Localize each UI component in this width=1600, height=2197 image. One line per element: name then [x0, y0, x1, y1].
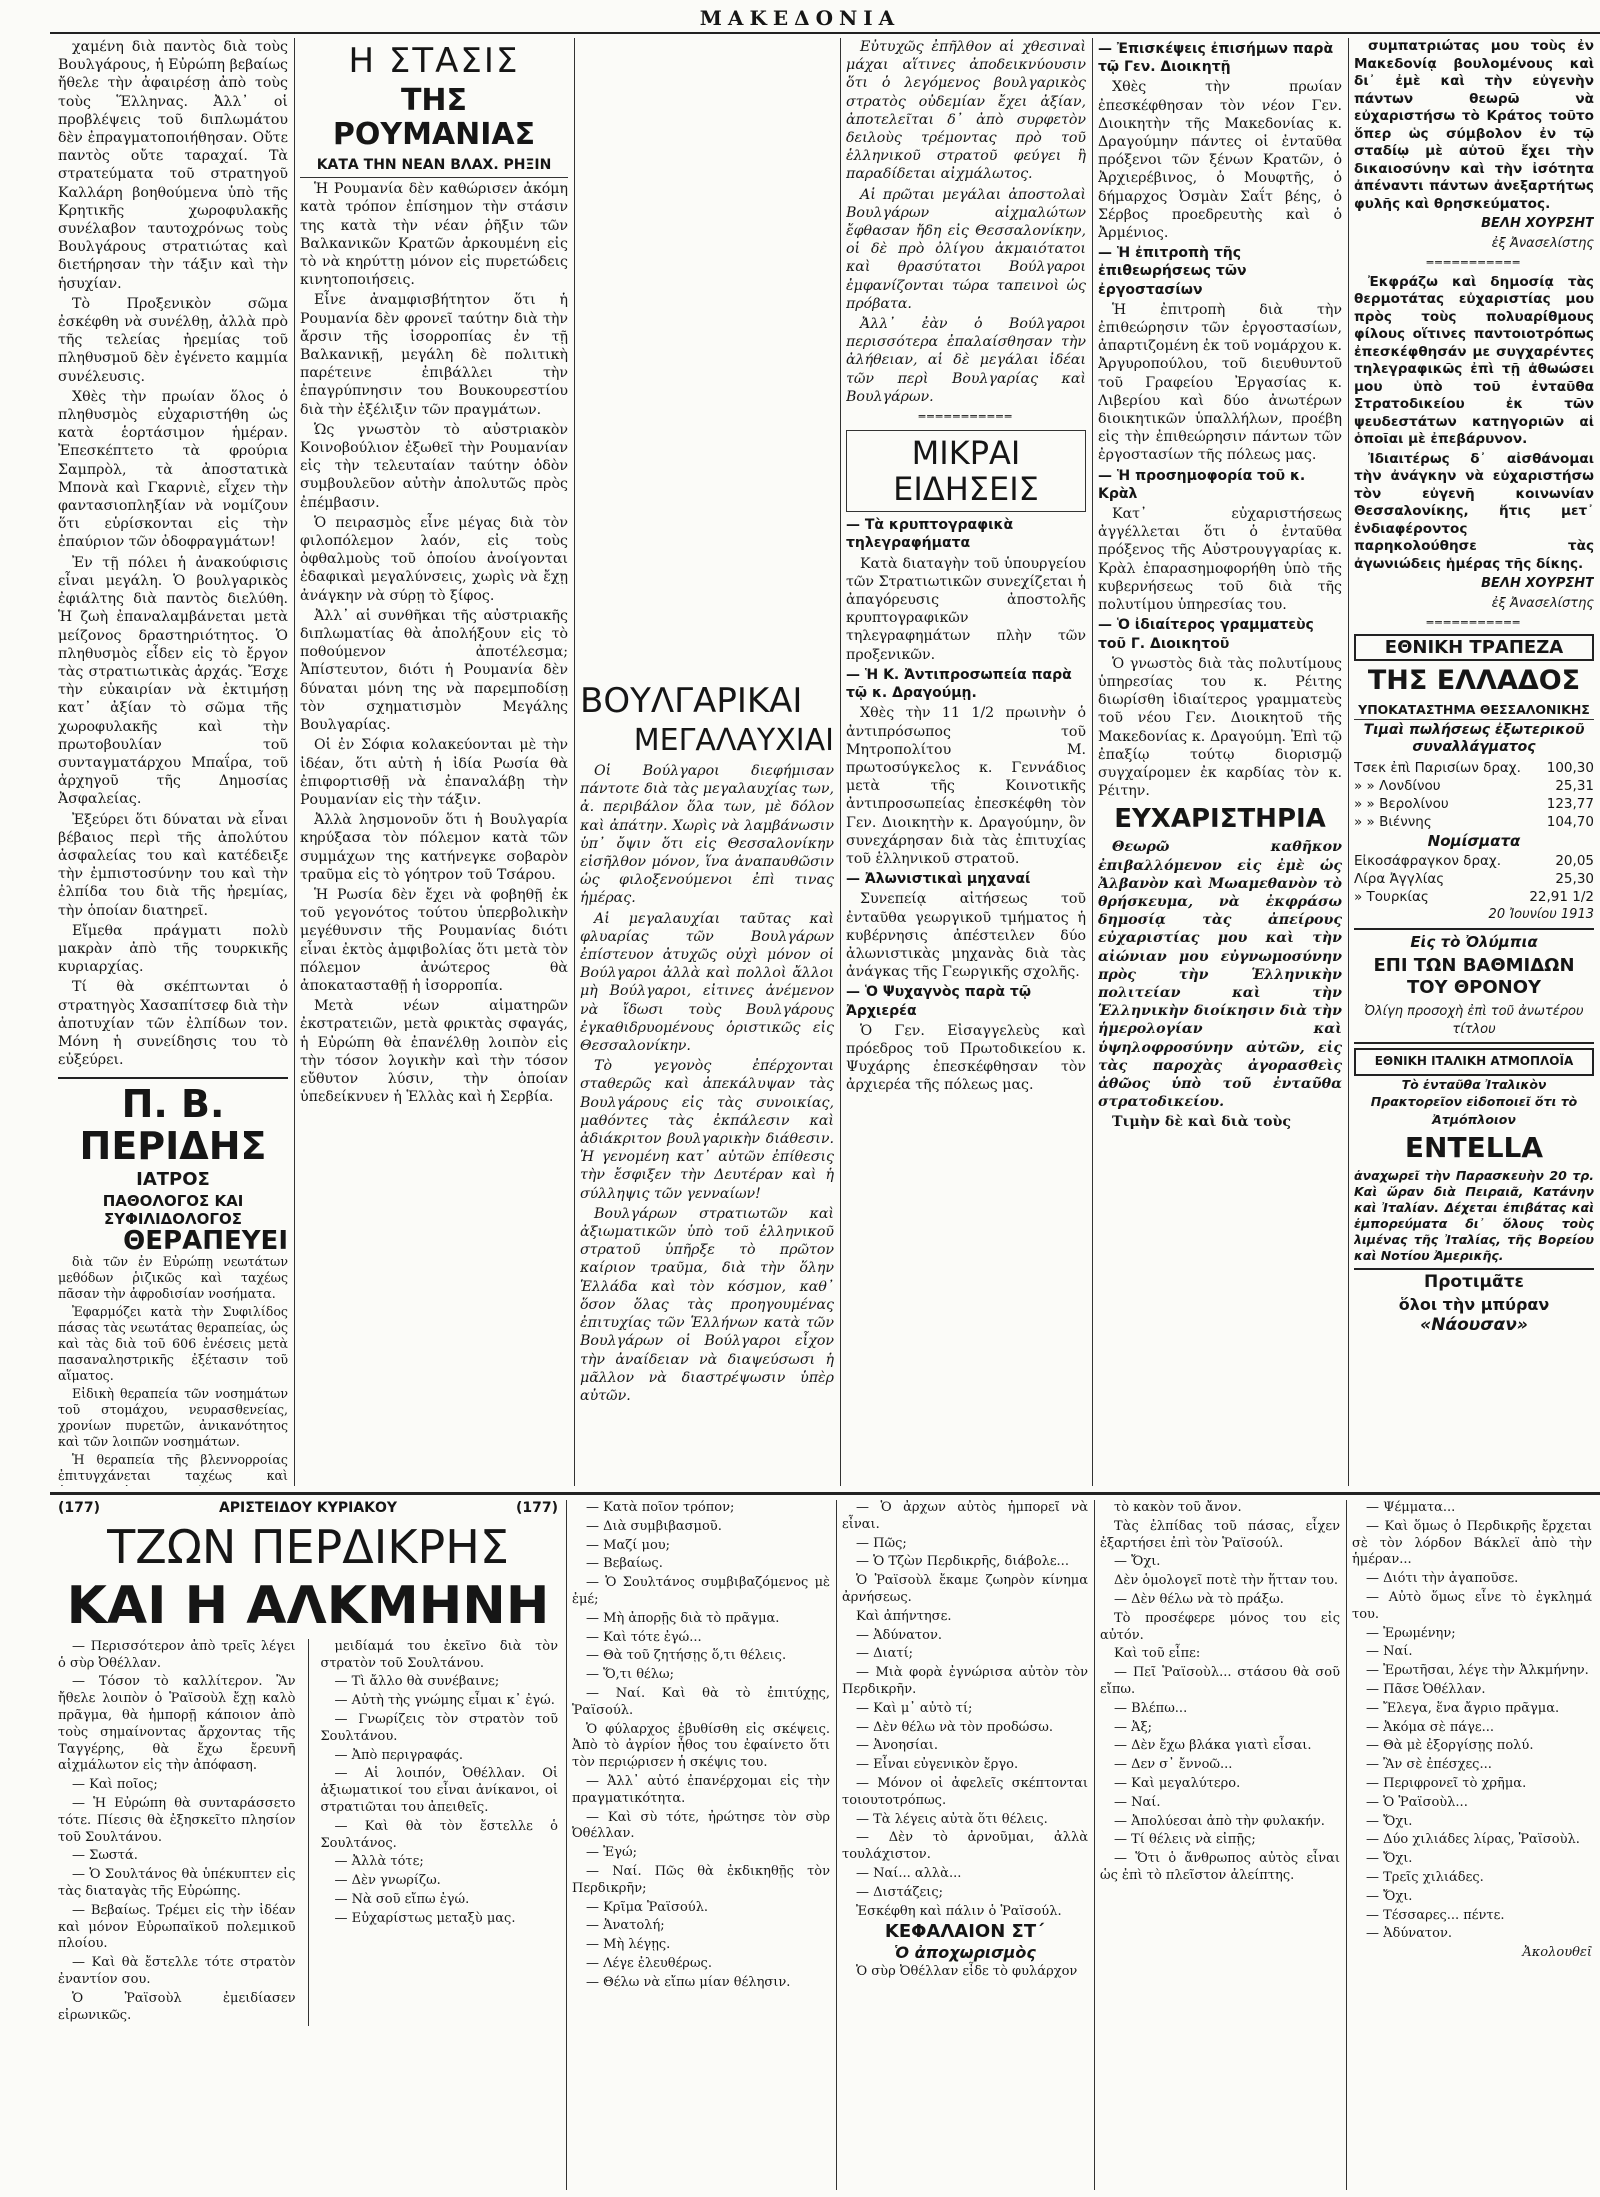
ad-doctor-name: Π. Β. ΠΕΡΙΔΗΣ: [79, 1082, 267, 1169]
paragraph: — Διὰ συμβιβασμοῦ.: [586, 1518, 722, 1534]
serial-column-6: [1352, 1500, 1592, 2190]
paragraph: — Δὲν θέλω νὰ τὸν προδώσω.: [856, 1719, 1053, 1735]
paragraph: — Καὶ ποῖος;: [72, 1777, 158, 1793]
rate-row: [1354, 759, 1594, 777]
masthead: ΜΑΚΕΔΟΝΙΑ: [699, 6, 901, 30]
paragraph: — Ὅ,τι θέλω;: [586, 1667, 674, 1683]
paragraph: Ἐκφράζω καὶ δημοσίᾳ τὰς θερμοτάτας εὐχαριστίας μου πρὸς τοὺς πολυαρίθμους φίλους οἵτινες παντοιοτρόπως ἐπεσκέφθησάν με συγχαρέντες τηλεγραφικῶς ἐπὶ τῇ ἀθωώσει μου ὑπὸ τοῦ ἐνταῦθα Στρατοδικείου ἐκ τῶν ψευδεστάτων κατηγοριῶν αἱ ὁποῖαι μὲ ἐπεβάρυνον.: [1354, 273, 1594, 447]
serial-text-3: [572, 1500, 830, 1992]
paragraph: Ἀλλ᾽ αἱ συνθῆκαι τῆς αὐστριακῆς διπλωματίας θὰ ἀπολήξουν εἰς τὸ ποθούμενον ἀποτέλεσμα; Ἀπίστευτον, διότι ἡ Ρουμανία δὲν δύναται μόνη της νὰ παρεμποδίσῃ τὸν σχηματισμὸν Μεγάλης Βουλγαρίας.: [300, 607, 568, 734]
serial-text-4: [842, 1500, 1088, 1920]
paragraph: — Σωστά.: [72, 1848, 138, 1864]
paragraph: — Ναί. Πῶς θὰ ἐκδικηθῇς τὸν Περδικρῆν;: [572, 1863, 830, 1896]
paragraph: Τὸ γεγονὸς ἐπέρχονται σταθερῶς καὶ ἀπεκάλυψαν τὰς Βουλγάρους εἰς τὰς συνοικίας, μαθόντες τὰς ἐκπάλεσιν καὶ ἀδιάκριτον βουλγαρικὴν διάθεσιν. Ἡ γενομένη κατ᾽ αὐτῶν ἐπίθεσις τὴν ἔσφιξεν τὴν Δευτέραν καὶ ἡ σύλληψις τῶν γενναίων!: [580, 1058, 834, 1202]
paragraph: Ὡς γνωστὸν τὸ αὐστριακὸν Κοινοβούλιον ἐξωθεῖ τὴν Ρουμανίαν εἰς τὴν τελευταίαν ταύτην ὁδὸν συμβουλεῦον αὐτὴν ἀπολυτῶς πρὸς ἐπέμβασιν.: [300, 421, 568, 511]
serial-text-2: [320, 1639, 558, 2027]
paragraph: — Διατί;: [856, 1646, 914, 1662]
news-title: — Ὁ Ψυχαγνὸς παρὰ τῷ Ἀρχιερέα: [846, 984, 1031, 1019]
paragraph: — Ναί... αλλὰ...: [856, 1865, 962, 1881]
paragraph: — Ἀνατολή;: [586, 1918, 665, 1934]
paragraph: — Βλέπω...: [1114, 1700, 1188, 1716]
paragraph: Ὁ Ῥαϊσοὺλ ἔκαμε ζωηρὸν κίνημα ἀρνήσεως.: [842, 1573, 1088, 1605]
column-3: [580, 38, 834, 1486]
paragraph: — Κατὰ ποῖον τρόπον;: [586, 1500, 735, 1515]
paragraph: — Δεν σ᾽ ἔννοῶ...: [1114, 1757, 1233, 1773]
paragraph: — Μὴ ἀπορῇς διὰ τὸ πρᾶγμα.: [586, 1610, 780, 1626]
paragraph: — Καὶ μ᾽ αὐτὸ τί;: [856, 1700, 973, 1716]
news-text: Ὁ γνωστὸς διὰ τὰς πολυτίμους ὑπηρεσίας του κ. Ρέιτης διωρίσθη ἰδιαίτερος γραμματεὺς τοῦ νέου Γεν. Διοικητοῦ τῆς Μακεδονίας κ. Δραγούμη. Ἐπὶ τῷ ἐπαξίῳ τούτῳ διορισμῷ συγχαίρομεν ἐκ καρδίας τὸν κ. Ρέιτην.: [1098, 655, 1342, 800]
rate-row: [1354, 870, 1594, 888]
paragraph: — Ὄχι.: [1114, 1554, 1161, 1570]
paragraph: — Θὰ μὲ ἐξοργίσῃς πολύ.: [1366, 1738, 1534, 1754]
paragraph: — Καὶ θὰ τὸν ἔστελλε ὁ Σουλτάνος.: [320, 1818, 558, 1851]
serial-column-5: [1100, 1500, 1340, 2190]
serial-divider: [50, 1492, 1600, 1495]
paragraph: — Ὅτι ὁ ἄνθρωπος αὐτὸς εἶναι ὡς ἐπὶ τὸ πλεῖστον ἀλείπτης.: [1100, 1851, 1340, 1883]
paragraph: Οἱ ἐν Σόφια κολακεύονται μὲ τὴν ἰδέαν, ὅτι αὐτὴ ἡ ἰδία Ρωσία θὰ ἐπιφορτισθῇ νὰ ἐπαναλάβῃ τὴν Ρουμανίαν εἰς τὴν τάξιν.: [300, 737, 568, 808]
ad-doctor-text: [58, 1254, 288, 1486]
rate-row: [1354, 852, 1594, 870]
paragraph: — Πᾶσε Ὀθέλλαν.: [1366, 1681, 1486, 1697]
paragraph: — Ἀκόμα σὲ πάγε...: [1366, 1719, 1495, 1735]
news-title: — Ἀλωνιστικαὶ μηχαναί: [846, 871, 1031, 888]
column-1-text: [58, 38, 288, 1069]
paragraph: συμπατριώτας μου τοὺς ἐν Μακεδονίᾳ βουλομένους καὶ δι᾽ ἐμὲ καὶ τὴν εὐγενὴν πάντων θεωρῶ νὰ εὐχαριστήσω τὸ Κράτος τοῦτο ὅπερ ὡς σύμβολον ἐν τῷ σταδίῳ μὲ αὐτοῦ ἔχει τὴν δικαιοσύνην καὶ τὴν ἰσότητα ἀπέναντι πάντων ἀνεξαρτήτως φυλῆς καὶ θρησκεύματος.: [1354, 38, 1594, 212]
paragraph: Μετὰ νέων αἱματηρῶν ἐκστρατειῶν, μετὰ φρικτὰς σφαγάς, ἡ Εὐρώπη θὰ ἐπανέλθῃ λοιπὸν εἰς τὴν τόσον λογικὴν καὶ τὴν τόσον εὔθυτον λύσιν, τὴν ὁποίαν ὑπεδείκνυεν ἡ Ἑλλὰς καὶ ἡ Σερβία.: [300, 998, 568, 1106]
paragraph: — Ὁ Σουλτάνος θὰ ὑπέκυπτεν εἰς τὰς διαταγὰς τῆς Εὐρώπης.: [58, 1867, 296, 1899]
paragraph: — Τόσον τὸ καλλίτερον. Ἂν ἤθελε λοιπὸν ὁ Ῥαϊσοὺλ ἔχῃ καλὸ πρᾶγμα, θὰ ἠμπορῇ κάποιον ἀπὸ τοὺς σημαίνοντας ἄρχοντας τῆς Ταγγέρης, θὰ ἔχω ἔρευνῆ αἰχμάλωτον εἰς τὴν ἀπόφαση.: [58, 1674, 296, 1774]
rate-value: 22,91 1/2: [1529, 889, 1594, 905]
paragraph: — Τέσσαρες... πέντε.: [1366, 1907, 1505, 1923]
paragraph: — Καὶ τότε ἐγώ...: [586, 1629, 702, 1645]
paragraph: — Ὄχι.: [1366, 1888, 1413, 1904]
paragraph: Χθὲς τὴν πρωίαν ὅλος ὁ πληθυσμὸς εὐχαριστήθη ὡς κατὰ ἑορτάσιμον ἡμέραν. Ἐπεσκέπτετο τὰ φρούρια Σαμπρὸλ, τὰ ἀποστατικὰ Μπονὰ καὶ Γκαρνιὲ, εἶχεν τὴν φαντασιοπληξίαν νὰ νομίζουν ὅτι εὑρίσκονται εἰς τὴν ἐπαύριον τῶν ὀδοφραγμάτων!: [58, 388, 288, 551]
romania-headline-1: Η ΣΤΑΣΙΣ: [348, 41, 520, 81]
bulgarian-headline-1: ΒΟΥΛΓΑΡΙΚΑΙ: [580, 681, 803, 721]
paragraph: Αἱ μεγαλαυχίαι ταῦτας καὶ φλυαρίας τῶν Βουλγάρων ἐπίστευον ἀτυχῶς οὐχὶ μόνον οἱ Βούλγαροι ἀλλὰ καὶ πολλοὶ ἄλλοι μὴ Βούλγαροι, εἰτινες ἀνέμενον νὰ ἴδωσι τοὺς Βουλγάρους ἐγκαθιδρυομένους ὁριστικῶς εἰς Θεσσαλονίκην.: [580, 910, 834, 1055]
news-text: Χθὲς τὴν πρωίαν ἐπεσκέφθησαν τὸν νέον Γεν. Διοικητὴν τῆς Μακεδονίας κ. Δραγούμην πάντες οἱ ἐνταῦθα πρόξενοι τῶν ξένων Κρατῶν, ὁ Ἀρχιερέβινος, ὁ Μουφτῆς, ὁ δήμαρχος Ὀσμὰν Σαΐτ βέης, ὁ Σέρβος προεδρευτὴς καὶ ὁ Ἀρμένιος.: [1098, 79, 1342, 242]
news-text: Ἡ ἐπιτροπὴ διὰ τὴν ἐπιθεώρησιν τῶν ἐργοστασίων, ἀπαρτιζομένη ἐκ τοῦ νομάρχου κ. Ἀργυροπούλου, τοῦ διευθυντοῦ τοῦ Γραφείου Ἐργασίας κ. Λιβερίου καὶ δύο ἀνωτέρων διοικητικῶν ὑπαλλήλων, προέβη εἰς τὴν ἐπιθεώρησιν πάντων τῶν ἐργοστασίων τῆς πόλεως μας.: [1098, 301, 1342, 464]
serial-title-1: ΤΖΩΝ ΠΕΡΔΙΚΡΗΣ: [107, 1519, 509, 1574]
paragraph: τὸ κακὸν τοῦ ἄνον.: [1114, 1500, 1242, 1515]
paragraph: — Θέλω νὰ εἴπω μίαν θέλησιν.: [586, 1974, 791, 1990]
ship-text: ἀναχωρεῖ τὴν Παρασκευὴν 20 τρ. Καὶ ὥραν διὰ Πειραιᾶ, Κατάνην καὶ Ἰταλίαν. Δέχεται ἐπιβάτας καὶ ἐμπορεύματα δι᾽ ὅλους τοὺς λιμένας τῆς Ἰταλίας, τῆς Βορείου καὶ Νοτίου Ἀμερικῆς.: [1354, 1168, 1594, 1263]
paragraph: Ἡ θεραπεία τῆς βλεννορροίας ἐπιτυγχάνεται ταχέως καὶ: [58, 1452, 288, 1484]
thanks-continued: [1354, 38, 1594, 213]
paragraph: μειδίαμά του ἐκεῖνο διὰ τὸν στρατὸν τοῦ Σουλτάνου.: [320, 1638, 558, 1671]
paragraph: Ἀλλὰ λησμονοῦν ὅτι ἡ Βουλγαρία κηρύξασα τὸν πόλεμον κατὰ τῶν συμμάχων της κατήνεγκε σοβαρὸν τραῦμα εἰς τὸ γόητρον τοῦ Τσάρου.: [300, 812, 568, 883]
masthead-rule: [50, 32, 1600, 34]
news-headline: ΜΙΚΡΑΙ ΕΙΔΗΣΕΙΣ: [846, 430, 1086, 512]
serial-text-5: [1100, 1500, 1340, 1885]
paragraph: — Μιὰ φορὰ ἐγνώρισα αὐτὸν τὸν Περδικρῆν.: [842, 1665, 1088, 1697]
ad-doctor-action: ΘΕΡΑΠΕΥΕΙ: [123, 1225, 288, 1256]
paragraph: — Περισσότερον ἀπὸ τρεῖς λέγει ὁ σὺρ Ὀθέλλαν.: [58, 1638, 296, 1671]
paragraph: Τὸ προσέφερε μόνος του εἰς αὐτόν.: [1100, 1610, 1340, 1643]
navigation-title: ΕΘΝΙΚΗ ΙΤΑΛΙΚΗ ΑΤΜΟΠΛΟΪΑ: [1354, 1048, 1594, 1076]
paragraph: — Ἐρωμένην;: [1366, 1625, 1456, 1641]
rate-label: » » Βερολίνου: [1354, 795, 1449, 812]
news-text: Κατὰ διαταγὴν τοῦ ὑπουργείου τῶν Στρατιωτικῶν συνεχίζεται ἡ ἀπαγόρευσις ἀποστολῆς κρυπτογραφικῶν τηλεγραφημάτων πλὴν τῶν προξενικῶν.: [846, 555, 1086, 663]
paragraph: — Εὐχαρίστως μεταξὺ μας.: [334, 1910, 516, 1926]
serial-number-right: (177): [515, 1500, 558, 1516]
paragraph: — Αἱ λοιπόν, Ὀθέλλαν. Οἱ ἀξιωματικοί του εἶναι ἀνίκανοι, οἱ στρατιῶται του ἀπειθεῖς.: [320, 1766, 558, 1815]
coins-title: Νομίσματα: [1427, 831, 1521, 850]
paragraph: — Τὰ λέγεις αὐτὰ ὅτι θέλεις.: [856, 1811, 1048, 1827]
signature-1-origin: ἐξ Ἀνασελίστης: [1491, 235, 1594, 251]
serial-chapter-subtitle: Ὁ ἀποχωρισμὸς: [894, 1943, 1036, 1963]
bank-date: 20 Ἰουνίου 1913: [1488, 907, 1594, 922]
paragraph: — Τί θέλεις νὰ εἰπῇς;: [1114, 1832, 1256, 1848]
paragraph: — Δὲν γνωρίζω.: [334, 1873, 441, 1889]
paragraph: — Ὁ Σουλτάνος συμβιβαζόμενος μὲ ἐμέ;: [572, 1575, 830, 1607]
paragraph: — Δύο χιλιάδες λίρας, Ῥαϊσοὺλ.: [1366, 1832, 1580, 1848]
paragraph: — Αὐτὴ τὴς γνώμης εἶμαι κ᾽ ἐγώ.: [334, 1693, 555, 1709]
paragraph: Ἡ Ρωσία δὲν ἔχει νὰ φοβηθῇ ἐκ τοῦ γεγονότος τούτου ὑπερβολικὴν μεγέθυνσιν τῆς Ρουμανίας διότι εἶναι ἐκτὸς ἀμφιβολίας ὅτι μετὰ τὸν πόλεμον ἀνώτερος θὰ ἀποκατασταθῇ ἡ ἰσορροπία.: [300, 886, 568, 994]
paragraph: Ὁ φύλαρχος ἐβυθίσθη εἰς σκέψεις. Ἀπὸ τὸ ἀγρίον ἦθος του ἐφαίνετο ὅτι τὸν περιῴρισεν ἡ σκέψις του.: [572, 1721, 830, 1771]
ad-doctor-specialty: ΠΑΘΟΛΟΓΟΣ ΚΑΙ ΣΥΦΙΛΙΔΟΛΟΓΟΣ: [102, 1191, 244, 1228]
column-4: Εὐτυχῶς ἐπῆλθον αἱ χθεσιναὶ μάχαι αἵτινες ἀποδεικνύουσιν ὅτι ὁ λεγόμενος βουλγαρικὸς στρατὸς οὐδεμίαν ἔχει ἀξίαν, ἀποτελεῖται δ᾽ ἀπὸ συρφετὸν δειλοὺς τρέμοντας πρὸ τοῦ ἑλληνικοῦ στρατοῦ φεύγει ἢ παραδίδεται αἰχμάλωτος. Αἱ πρῶται μεγάλαι ἀποστολαὶ Βουλγάρων αἰχμαλώτων ἔφθασαν ἤδη εἰς Θεσσαλονίκην, οἱ δὲ πρὸ ὀλίγου ἀκμαιότατοι καὶ θρασύτατοι Βούλγαροι ἐμφανίζονται τώρα ταπεινοὶ ὡς πρόβατα. Ἀλλ᾽ ἐὰν ὁ Βούλγαροι περισσότερα ἐπαλαίσθησαν τὴν ἀλήθειαν, αἱ δὲ μεγάλαι ἰδέαι τῶν περὶ Βουλγαρίας καὶ Βουλγάρων. ═══════════ ΜΙΚΡΑΙ ΕΙΔΗΣΕΙΣ — Τὰ κρυπτογραφικὰ τηλεγραφήματα Κατὰ διαταγὴν τοῦ ὑπουργείου τῶν Στρατιωτικῶν συνεχίζεται ἡ ἀπαγόρευσις ἀποστολῆς κρυπτογραφικῶν τηλεγραφημάτων πλὴν τῶν προξενικῶν. — Ἡ Κ. Ἀντιπροσωπεία παρὰ τῷ κ. Δραγούμῃ. Χθὲς τὴν 11 1/2 πρωινὴν ὁ ἀντιπρόσωπος τοῦ Μητροπολίτου Μ. πρωτοσύγκελος κ. Γεννάδιος μετὰ τῆς Κοινοτικῆς ἀντιπροσωπείας ἐπεσκέφθη τὸν Γεν. Διοικητὴν κ. Δραγούμην, ὃν συνεχάρησαν διὰ τὰς ἐπιτυχίας τοῦ ἑλληνικοῦ στρατοῦ. — Ἀλωνιστικαὶ μηχαναί Συνεπείᾳ αἰτήσεως τοῦ ἐνταῦθα γεωργικοῦ τμήματος ἡ κυβέρνησις ἀπέστειλεν δύο ἀλωνιστικὰς μηχανὰς διὰ τὰς ἀνάγκας τῆς Γεωργικῆς σχολῆς. — Ὁ Ψυχαγνὸς παρὰ τῷ Ἀρχιερέα Ὁ Γεν. Εἰσαγγελεὺς καὶ πρόεδρος τοῦ Πρωτοδικείου κ. Ψυχάρης ἐπεσκέφθησαν τὸν ἀρχιερέα τῆς πόλεως μας.: [846, 39, 1086, 1094]
paragraph: — Ὁ ἀρχων αὐτὸς ἠμπορεῖ νὰ εἶναι.: [842, 1500, 1088, 1532]
serial-number-left: (177): [58, 1500, 101, 1516]
rate-value: 104,70: [1546, 813, 1594, 830]
news-title: — Ἡ ἐπιτροπὴ τῆς ἐπιθεωρήσεως τῶν ἐργοστασίων: [1098, 245, 1247, 298]
paragraph: — Ἐρωτῆσαι, λέγε τὴν Ἀλκμήνην.: [1366, 1663, 1589, 1679]
news-title: — Ὁ ἰδιαίτερος γραμματεὺς τοῦ Γ. Διοικητοῦ: [1098, 617, 1314, 652]
paragraph: Ἐσκέφθη καὶ πάλιν ὁ Ῥαϊσούλ.: [856, 1903, 1062, 1919]
paragraph: — Ὄχι.: [1366, 1851, 1413, 1867]
paragraph: — Ἀλλ᾽ αὐτό ἐπανέρχομαι εἰς τὴν πραγματικότητα.: [572, 1773, 830, 1806]
paragraph: — Ἀπὸ περιγραφάς.: [334, 1747, 464, 1763]
news-title: — Τὰ κρυπτογραφικὰ τηλεγραφήματα: [846, 517, 1014, 552]
news-title: — Ἡ προσημοφορία τοῦ κ. Κρὰλ: [1098, 467, 1306, 502]
paragraph: — Περιφρονεῖ τὸ χρῆμα.: [1366, 1775, 1527, 1791]
paragraph: — Πεῖ Ῥαϊσοὺλ... στάσου θὰ σοῦ εἴπω.: [1100, 1665, 1340, 1697]
paragraph: — Καὶ σὺ τότε, ἠρώτησε τὸν σὺρ Ὀθέλλαν.: [572, 1809, 830, 1842]
paragraph: Βουλγάρων στρατιωτῶν καὶ ἀξιωματικῶν ὑπὸ τοῦ ἑλληνικοῦ στρατοῦ ὑπῆρξε τὸ πρῶτον καίριον τραῦμα, διὰ τὴν ὅλην Ἑλλάδα καὶ τὸν κόσμον, καθ᾽ ὅσον ὅλας τὰς προηγουμένας ἐπιτυχίας τῶν Ἑλλήνων κατὰ τῶν Βουλγάρων οἱ Βούλγαροι εἶχον τὴν ἀναίδειαν νὰ διαψεύσωσι ἡ μᾶλλον νὰ διαστρέψωσιν ὑπὲρ αὐτῶν.: [580, 1205, 834, 1404]
paragraph: — Ἀπολύεσαι ἀπὸ τὴν φυλακήν.: [1114, 1813, 1325, 1829]
signature-1: ΒΕΛΗ ΧΟΥΡΣΗΤ: [1481, 216, 1594, 231]
paragraph: Δὲν ὁμολογεῖ ποτὲ τὴν ἥτταν του.: [1114, 1573, 1339, 1589]
bank-name-1: ΕΘΝΙΚΗ ΤΡΑΠΕΖΑ: [1354, 634, 1594, 662]
paragraph: Εἶνε ἀναμφισβήτητον ὅτι ἡ Ρουμανία δὲν φρονεῖ ταύτην διὰ τὴν ἄρσιν τῆς ἰσορροπίας ἐν τῇ Βαλκανικῇ, μεγάλη δὲ πολιτικὴ παρέτεινε ἐπιβάλλει τὴν ἐπαγρύπνησιν του Βουκουρεστίου διὰ τὴν ἐξέλιξιν τῶν πραγμάτων.: [300, 292, 568, 418]
paragraph: Εἰδικὴ θεραπεία τῶν νοσημάτων τοῦ στομάχου, νευρασθενείας, χρονίων πυρετῶν, ἀνικανότητος καὶ τῶν λοιπῶν νοσημάτων.: [58, 1386, 288, 1450]
rate-label: » » Βιέννης: [1354, 813, 1432, 830]
paragraph: — Ἡ Εὐρώπη θὰ συνταράσσετο τότε. Πίεσις θὰ ἐξησκεῖτο πλησίον τοῦ Σουλτάνου.: [58, 1795, 296, 1845]
column-1: [58, 38, 288, 1486]
paragraph: — Δὲν τὸ ἀρνοῦμαι, ἀλλὰ τουλάχιστον.: [842, 1830, 1088, 1863]
paragraph: Ἀλλ᾽ ἐὰν ὁ Βούλγαροι περισσότερα ἐπαλαίσθησαν τὴν ἀλήθειαν, αἱ δὲ μεγάλαι ἰδέαι τῶν περὶ Βουλγαρίας καὶ Βουλγάρων.: [846, 316, 1086, 405]
thanks-text: Θεωρῶ καθῆκον ἐπιβαλλόμενον εἰς ἐμὲ ὡς Ἀλβανὸν καὶ Μωαμεθανὸν τὸ θρήσκευμα, νὰ ἐκφράσω δημοσίᾳ τὰς ἀπείρους εὐχαριστίας μου καὶ τὴν αἰώνιαν μου εὐγνωμοσύνην πρὸς τὴν Ἑλληνικὴν πολιτείαν καὶ τὴν Ἑλληνικὴν διοίκησιν διὰ τὴν ἡμερολογίαν καὶ ὑψηλοφροσύνην αὐτῶν, εἰς τὰς παροχὰς ἀγορασθεὶς ἀθῶος ὑπὸ τοῦ ἐνταῦθα στρατοδικείου.: [1098, 839, 1342, 1111]
paragraph: — Διότι τὴν ἀγαποῦσε.: [1366, 1571, 1519, 1587]
thanks-headline: ΕΥΧΑΡΙΣΤΗΡΙΑ: [1114, 804, 1326, 835]
paragraph: — Ἀδύνατον.: [856, 1627, 942, 1643]
ship-name: ENTELLA: [1404, 1131, 1544, 1164]
paragraph: Ἡ Ρουμανία δὲν καθώρισεν ἀκόμη κατὰ τρόπον ἐπίσημον τὴν στάσιν της κατὰ τὴν νέαν ῥῆξιν τῶν Βαλκανικῶν Κρατῶν ἀρκουμένη εἰς τὸ νὰ κηρύττῃ μόνον εἰς πυρετώδεις κινητοποιήσεις.: [300, 181, 568, 289]
rate-label: » Τουρκίας: [1354, 889, 1429, 905]
paragraph: Ἐξεύρει ὅτι δύναται νὰ εἶναι βέβαιος περὶ τῆς ἀπολύτου ἀσφαλείας του καὶ κατέδειξε τὴν ἐμπιστοσύνην του καὶ τὴν ἐλπίδα του διὰ τῆς ἠρεμίας, τὴν ὁποίαν διατηρεῖ.: [58, 811, 288, 919]
paragraph: — Ὁ Ῥαϊσοὺλ...: [1366, 1794, 1468, 1810]
romania-headline-2: ΤΗΣ ΡΟΥΜΑΝΙΑΣ: [332, 83, 536, 152]
paragraph: — Ἀλλὰ τότε;: [334, 1854, 424, 1870]
closing-line-1: Προτιμᾶτε: [1423, 1272, 1525, 1292]
romania-article-continued: [580, 38, 834, 678]
serial-continued: Ἀκολουθεῖ: [1522, 1945, 1592, 1961]
paragraph: Ἐφαρμόζει κατὰ τὴν Συφιλίδος πάσας τὰς νεωτάτας θεραπείας, ὡς καὶ τὰς διὰ τοῦ 606 ἐνέσεις μετὰ πασαναληστρικῆς ἐξέτασιν τοῦ αἵματος.: [58, 1304, 288, 1384]
paragraph: — Πῶς;: [856, 1535, 907, 1551]
rate-value: 100,30: [1546, 759, 1594, 776]
paragraph: Καὶ ἀπήντησε.: [856, 1608, 952, 1624]
paragraph: — Ναί.: [1114, 1794, 1161, 1810]
rate-label: Λίρα Ἀγγλίας: [1354, 871, 1445, 887]
bank-branch: ΥΠΟΚΑΤΑΣΤΗΜΑ ΘΕΣΣΑΛΟΝΙΚΗΣ: [1354, 701, 1594, 720]
paragraph: Τὰς ἐλπίδας τοῦ πάσας, εἶχεν ἐξαρτήσει ἐπὶ τὸν Ῥαϊσούλ.: [1100, 1518, 1340, 1551]
rate-label: Τσεκ ἐπὶ Παρισίων δραχ.: [1354, 759, 1521, 776]
closing-line-2: ὅλοι τὴν μπύραν: [1398, 1294, 1550, 1314]
paragraph: — Ἀνοησίαι.: [856, 1738, 939, 1754]
news-text: Ὁ Γεν. Εἰσαγγελεὺς καὶ πρόεδρος τοῦ Πρωτοδικείου κ. Ψυχάρης ἐπεσκέφθησαν τὸν ἀρχιερέα τῆς πόλεως μας.: [846, 1022, 1086, 1094]
paragraph: Εἴμεθα πράγματι πολὺ μακρὰν ἀπὸ τῆς τουρκικῆς κυριαρχίας.: [58, 922, 288, 976]
serial-column-4: [842, 1500, 1088, 2190]
rate-row: [1354, 777, 1594, 795]
column-5: [1098, 38, 1342, 1486]
bank-coins: [1354, 852, 1594, 906]
bank-name-2: ΤΗΣ ΕΛΛΑΔΟΣ: [1367, 665, 1581, 696]
paragraph: Οἱ Βούλγαροι διεφήμισαν πάντοτε διὰ τὰς μεγαλαυχίας των, ἀ. περιβάλον ὅλα των, μὲ δόλον καὶ ἀπάτην. Χωρὶς νὰ λαμβάνωσιν ὑπ᾽ ὄψιν ὅτι εἰς Θεσσαλονίκην εἰσῆλθον μόνον, ἵνα ἀναπαυθῶσιν ὡς φιλοξενούμενοι ἐπὶ τινας ἡμέρας.: [580, 763, 834, 907]
rate-row: [1354, 795, 1594, 813]
rate-value: 123,77: [1546, 795, 1594, 812]
rate-row: [1354, 888, 1594, 906]
paragraph: — Μὴ λέγῃς.: [586, 1937, 671, 1953]
paragraph: Τί θὰ σκέπτωνται ὁ στρατηγὸς Χασαπίτσεφ διὰ τὴν ἀποτυχίαν τῶν ἐλπίδων τον. Μόνη ἡ συνείδησις του τὸ εὐξεύρει.: [58, 979, 288, 1069]
paragraph: — Εἶναι εὐγενικὸν ἔργο.: [856, 1757, 1019, 1773]
bulgarian-headline-2: ΜΕΓΑΛΑΥΧΙΑΙ: [633, 723, 834, 758]
news-list-continued: [1098, 40, 1342, 800]
paragraph: — Δὲν θέλω νὰ τὸ πράξω.: [1114, 1591, 1284, 1607]
paragraph: — Ναί. Καὶ θὰ τὸ ἐπιτύχῃς, Ῥαϊσούλ.: [572, 1685, 830, 1718]
rate-value: 20,05: [1555, 853, 1594, 869]
news-text: Κατ᾽ εὐχαριστήσεως ἀγγέλλεται ὅτι ὁ ἐνταῦθα πρόξενος τῆς Αὐστρουγγαρίας κ. Κρὰλ ἐπαρασημοφορήθη ὑπὸ τῆς κυβερνήσεως τοῦ διὰ τῆς πολυτίμου ὑπηρεσίας του.: [1098, 506, 1342, 614]
rate-row: [1354, 813, 1594, 831]
paragraph: — Βεβαίως. Τρέμει εἰς τὴν ἰδέαν καὶ μόνον Εὐρωπαϊκοῦ πολεμικοῦ πλοίου.: [58, 1902, 296, 1952]
paragraph: — Ὁ Τζὼν Περδικρῆς, διάβολε...: [856, 1554, 1069, 1570]
paragraph: — Μόνον οἱ ἀφελεῖς σκέπτονται τοιουτοτρόπως.: [842, 1775, 1088, 1808]
paragraph: — Γνωρίζεις τὸν στρατὸν τοῦ Σουλτάνου.: [320, 1711, 558, 1744]
paragraph: — Ὄχι.: [1366, 1813, 1413, 1829]
paragraph: — Ἐγώ;: [586, 1845, 637, 1861]
paragraph: — Τὶ ἄλλο θὰ συνέβαινε;: [334, 1674, 500, 1690]
news-title: — Ἡ Κ. Ἀντιπροσωπεία παρὰ τῷ κ. Δραγούμῃ.: [846, 666, 1072, 702]
serial-text-6: [1352, 1500, 1592, 1943]
serial-column-3: [572, 1500, 830, 2190]
paragraph: — Δὲν ἔχω βλάκα γιατὶ εἶσαι.: [1114, 1738, 1312, 1754]
romania-subheadline: ΚΑΤΑ ΤΗΝ ΝΕΑΝ ΒΛΑΧ. ΡΗΞΙΝ: [300, 156, 568, 178]
bank-rates-title: Τιμαὶ πωλήσεως ἐξωτερικοῦ συναλλάγματος: [1363, 721, 1585, 755]
paragraph: Ἐν τῇ πόλει ἡ ἀνακούφισις εἶναι μεγάλη. Ὁ βουλγαρικὸς ἐφιάλτης διὰ παντὸς διελύθη. Ἡ ζωὴ ἐπαναλαμβάνεται μετὰ μείζονος δραστηριότητος. Ὁ πληθυσμὸς εἶδεν εἰς τὸ ἔργον τὰς στρατιωτικὰς ἀρχάς. Ἔσχε τὴν εὐκαιρίαν νὰ ἐκτιμήσῃ κατ᾽ ἀξίαν τὸ σῶμα τῆς χωροφυλακῆς καὶ τὴν πρωτοβουλίαν τοῦ συνταγματάρχου Μπαΐρα, τοῦ ἀρχηγοῦ τῆς Δημοσίας Ἀσφαλείας.: [58, 554, 288, 808]
ad-doctor-title: ΙΑΤΡΟΣ: [136, 1169, 210, 1191]
serial-chapter-text: Ὁ σὺρ Ὀθέλλαν εἶδε τὸ φυλάρχον: [856, 1963, 1078, 1979]
olympia-text: Ὀλίγη προσοχὴ ἐπὶ τοῦ ἀνωτέρου τίτλου: [1364, 1004, 1584, 1037]
paragraph: — Βεβαίως.: [586, 1556, 663, 1572]
column-2: [300, 38, 568, 1486]
paragraph: — Καὶ ὅμως ὁ Περδικρῆς ἔρχεται σὲ τὸν λόρδον Βάκλεϊ ἀπὸ τὴν ἡμέραν...: [1352, 1518, 1592, 1568]
news-list: [846, 516, 1086, 1094]
paragraph: Καὶ τοῦ εἶπε:: [1114, 1646, 1201, 1662]
romania-article-text: [300, 180, 568, 1106]
signature-2-origin: ἐξ Ἀνασελίστης: [1491, 595, 1594, 611]
paragraph: — Ἀξ;: [1114, 1719, 1153, 1735]
thanks-text-tail: Τιμὴν δὲ καὶ διὰ τοὺς: [1112, 1114, 1291, 1131]
serial-text-1: [58, 1639, 296, 2027]
paragraph: — Κρῖμα Ῥαϊσούλ.: [586, 1899, 709, 1915]
serial-column-1: [58, 1500, 558, 2190]
news-text: Συνεπείᾳ αἰτήσεως τοῦ ἐνταῦθα γεωργικοῦ τμήματος ἡ κυβέρνησις ἀπέστειλεν δύο ἀλωνιστικὰς μηχανὰς διὰ τὰς ἀνάγκας τῆς Γεωργικῆς σχολῆς.: [846, 891, 1086, 981]
paragraph: — Νὰ σοῦ εἴπω ἐγώ.: [334, 1891, 470, 1907]
paragraph: — Λέγε ἐλευθέρως.: [586, 1955, 712, 1971]
paragraph: — Καὶ θὰ ἔστελλε τότε στρατὸν ἐναντίον σου.: [58, 1955, 296, 1987]
thanks-2: [1354, 274, 1594, 574]
paragraph: — Διστάζεις;: [856, 1884, 944, 1900]
closing-line-3: «Νάουσαν»: [1420, 1315, 1528, 1335]
paragraph: διὰ τῶν ἐν Εὐρώπῃ νεωτάτων μεθόδων ῥιζικῶς καὶ ταχέως πᾶσαν τὴν ἀφροδισίαν νοσήματα.: [58, 1254, 288, 1302]
rate-value: 25,30: [1555, 871, 1594, 887]
column-6: συμπατριώτας μου τοὺς ἐν Μακεδονίᾳ βουλομένους καὶ δι᾽ ἐμὲ καὶ τὴν εὐγενὴν πάντων θεωρῶ νὰ εὐχαριστήσω τὸ Κράτος τοῦτο ὅπερ ὡς σύμβολον ἐν τῷ σταδίῳ μὲ αὐτοῦ ἔχει τὴν δικαιοσύνην καὶ τὴν ἰσότητα ἀπέναντι πάντων ἀνεξαρτήτως φυλῆς καὶ θρησκεύματος. ΒΕΛΗ ΧΟΥΡΣΗΤ ἐξ Ἀνασελίστης ═══════════ Ἐκφράζω καὶ δημοσίᾳ τὰς θερμοτάτας εὐχαριστίας μου πρὸς τοὺς πολυαρίθμους φίλους οἵτινες παντοιοτρόπως ἐπεσκέφθησάν με συγχαρέντες τηλεγραφικῶς ἐπὶ τῇ ἀθωώσει μου ὑπὸ τοῦ ἐνταῦθα Στρατοδικείου ἐκ τῶν ψευδεστάτων κατηγοριῶν αἱ ὁποῖαι μὲ ἐπεβάρυνον. Ἰδιαιτέρως δ᾽ αἰσθάνομαι τὴν ἀνάγκην νὰ εὐχαριστήσω τὸν εὐγενῆ κοινωνίαν Θεσσαλονίκης, ἥτις μετ᾽ ἐνδιαφέροντος παρηκολούθησε τὰς ἀγωνιώδεις ἡμέρας τῆς δίκης. ΒΕΛΗ ΧΟΥΡΣΗΤ ἐξ Ἀνασελίστης ═══════════ ΕΘΝΙΚΗ ΤΡΑΠΕΖΑ ΤΗΣ ΕΛΛΑΔΟΣ ΥΠΟΚΑΤΑΣΤΗΜΑ ΘΕΣΣΑΛΟΝΙΚΗΣ Τιμαὶ πωλήσεως ἐξωτερικοῦ συναλλάγματος Τσεκ ἐπὶ Παρισίων δραχ. 100,30 » » Λονδίνου 25,31 » » Βερολίνου 123,77 » » Βιέννης 104,70 Νομίσματα Εἰκοσάφραγκον δραχ. 20,05 Λίρα Ἀγγλίας 25,30 » Τουρκίας 22,91 1/2 20 Ἰουνίου 1913 Εἰς τὸ Ὀλύμπια ΕΠΙ ΤΩΝ ΒΑΘΜΙΔΩΝ ΤΟΥ ΘΡΟΝΟΥ Ὀλίγη προσοχὴ ἐπὶ τοῦ ἀνωτέρου τίτλου ΕΘΝΙΚΗ ΙΤΑΛΙΚΗ ΑΤΜΟΠΛΟΪΑ Τὸ ἐνταῦθα Ἰταλικὸν Πρακτορεῖον εἰδοποιεῖ ὅτι τὸ Ἀτμόπλοιον ENTELLA ἀναχωρεῖ τὴν Παρασκευὴν 20 τρ. Καὶ ὥραν διὰ Πειραιᾶ, Κατάνην καὶ Ἰταλίαν. Δέχεται ἐπιβάτας καὶ ἐμπορεύματα δι᾽ ὅλους τοὺς λιμένας τῆς Ἰταλίας, τῆς Βορείου καὶ Νοτίου Ἀμερικῆς. Προτιμᾶτε ὅλοι τὴν μπύραν «Νάουσαν»: [1354, 38, 1594, 1335]
rate-label: » » Λονδίνου: [1354, 777, 1441, 794]
serial-author: ΑΡΙΣΤΕΙΔΟΥ ΚΥΡΙΑΚΟΥ: [218, 1500, 398, 1516]
paragraph: — Ἀδύνατον.: [1366, 1926, 1452, 1942]
paragraph: Ἰδιαιτέρως δ᾽ αἰσθάνομαι τὴν ἀνάγκην νὰ εὐχαριστήσω τὸν εὐγενῆ κοινωνίαν Θεσσαλονίκης, ἥτις μετ᾽ ἐνδιαφέροντος παρηκολούθησε τὰς ἀγωνιώδεις ἡμέρας τῆς δίκης.: [1354, 450, 1594, 572]
paragraph: — Ψέμματα...: [1366, 1500, 1456, 1515]
news-text: Χθὲς τὴν 11 1/2 πρωινὴν ὁ ἀντιπρόσωπος τοῦ Μητροπολίτου Μ. πρωτοσύγκελος κ. Γεννάδιος μετὰ τῆς Κοινοτικῆς ἀντιπροσωπείας ἐπεσκέφθη τὸν Γεν. Διοικητὴν κ. Δραγούμην, ὃν συνεχάρησαν διὰ τὰς ἐπιτυχίας τοῦ ἑλληνικοῦ στρατοῦ.: [846, 705, 1086, 867]
serial-title-2: ΚΑΙ Η ΑΛΚΜΗΝΗ: [66, 1575, 550, 1636]
news-title: — Ἐπισκέψεις ἐπισήμων παρὰ τῷ Γεν. Διοικητῇ: [1098, 41, 1334, 76]
paragraph: — Καὶ μεγαλύτερο.: [1114, 1775, 1241, 1791]
olympia-title: Εἰς τὸ Ὀλύμπια: [1410, 932, 1538, 951]
olympia-subtitle: ΕΠΙ ΤΩΝ ΒΑΘΜΙΔΩΝ ΤΟΥ ΘΡΟΝΟΥ: [1373, 955, 1575, 998]
bulgarian-article-continued: [846, 38, 1086, 406]
paragraph: Αἱ πρῶται μεγάλαι ἀποστολαὶ Βουλγάρων αἰχμαλώτων ἔφθασαν ἤδη εἰς Θεσσαλονίκην, οἱ δὲ πρὸ ὀλίγου ἀκμαιότατοι καὶ θρασύτατοι Βούλγαροι ἐμφανίζονται τώρα ταπεινοὶ ὡς πρόβατα.: [846, 186, 1086, 312]
navigation-text: Τὸ ἐνταῦθα Ἰταλικὸν Πρακτορεῖον εἰδοποιεῖ ὅτι τὸ Ἀτμόπλοιον: [1370, 1076, 1578, 1127]
paragraph: Ὁ πειρασμὸς εἶνε μέγας διὰ τὸν φιλοπόλεμον λαόν, εἰς τοὺς ὀφθαλμοὺς τοῦ ὁποίου ἀνοίγονται ἐδαφικαὶ μεγαλύνσεις, χωρὶς νὰ ἔχῃ ἀνάγκην νὰ σύρῃ τὸ ξίφος.: [300, 514, 568, 604]
paragraph: Εὐτυχῶς ἐπῆλθον αἱ χθεσιναὶ μάχαι αἵτινες ἀποδεικνύουσιν ὅτι ὁ λεγόμενος βουλγαρικὸς στρατὸς οὐδεμίαν ἔχει ἀξίαν, ἀποτελεῖται δ᾽ ἀπὸ συρφετὸν δειλοὺς τρέμοντας πρὸ τοῦ ἑλληνικοῦ στρατοῦ φεύγει ἢ παραδίδεται αἰχμάλωτος.: [846, 39, 1086, 183]
paragraph: χαμένη διὰ παντὸς διὰ τοὺς Βουλγάρους, ἡ Εὐρώπη βεβαίως ἤθελε τὴν ἀφαιρέσῃ ἀπὸ τοὺς τοὺς Ἕλληνας. Ἀλλ᾽ οἱ προβλέψεις τοῦ διπλωμάτου δὲν ἐπραγματοποιήθησαν. Οὔτε παντὸς οὔτε ταραχαί. Τὰ στρατεύματα τοῦ στρατηγοῦ Καλλάρη βοηθούμενα ὑπὸ τῆς Κρητικῆς χωροφυλακῆς συνέλαβον ταυτοχρόνως τοὺς Βουλγάρους στρατιώτας καὶ διετήρησαν τὴν τάξιν καὶ τὴν ἡσυχίαν.: [58, 39, 288, 292]
bank-rates: [1354, 759, 1594, 831]
paragraph: Ὁ Ῥαϊσοὺλ ἐμειδίασεν εἰρωνικῶς.: [58, 1990, 296, 2023]
paragraph: — Θὰ τοῦ ζητήσῃς ὅ,τι θέλεις.: [586, 1648, 787, 1664]
paragraph: — Μαζί μου;: [586, 1537, 671, 1553]
paragraph: — Ἔλεγα, ἕνα ἄγριο πρᾶγμα.: [1366, 1700, 1560, 1716]
paragraph: — Αὐτὸ ὅμως εἶνε τὸ ἐγκλημά του.: [1352, 1589, 1592, 1622]
paragraph: — Τρεῖς χιλιάδες.: [1366, 1869, 1484, 1885]
rate-label: Εἰκοσάφραγκον δραχ.: [1354, 853, 1501, 869]
bulgarian-article-text: [580, 762, 834, 1405]
paragraph: Τὸ Προξενικὸν σῶμα ἐσκέφθη νὰ συνέλθῃ, ἀλλὰ πρὸ τῆς τελείας ἠρεμίας τοῦ πληθυσμοῦ δὲν ἐγένετο καμμία συνέλευσις.: [58, 295, 288, 385]
rate-value: 25,31: [1555, 777, 1594, 794]
signature-2: ΒΕΛΗ ΧΟΥΡΣΗΤ: [1481, 576, 1594, 591]
paragraph: — Ναί.: [1366, 1644, 1413, 1660]
serial-chapter: ΚΕΦΑΛΑΙΟΝ ΣΤ´: [884, 1921, 1046, 1943]
paragraph: — Ἂν σὲ ἐπέσχες...: [1366, 1757, 1492, 1773]
